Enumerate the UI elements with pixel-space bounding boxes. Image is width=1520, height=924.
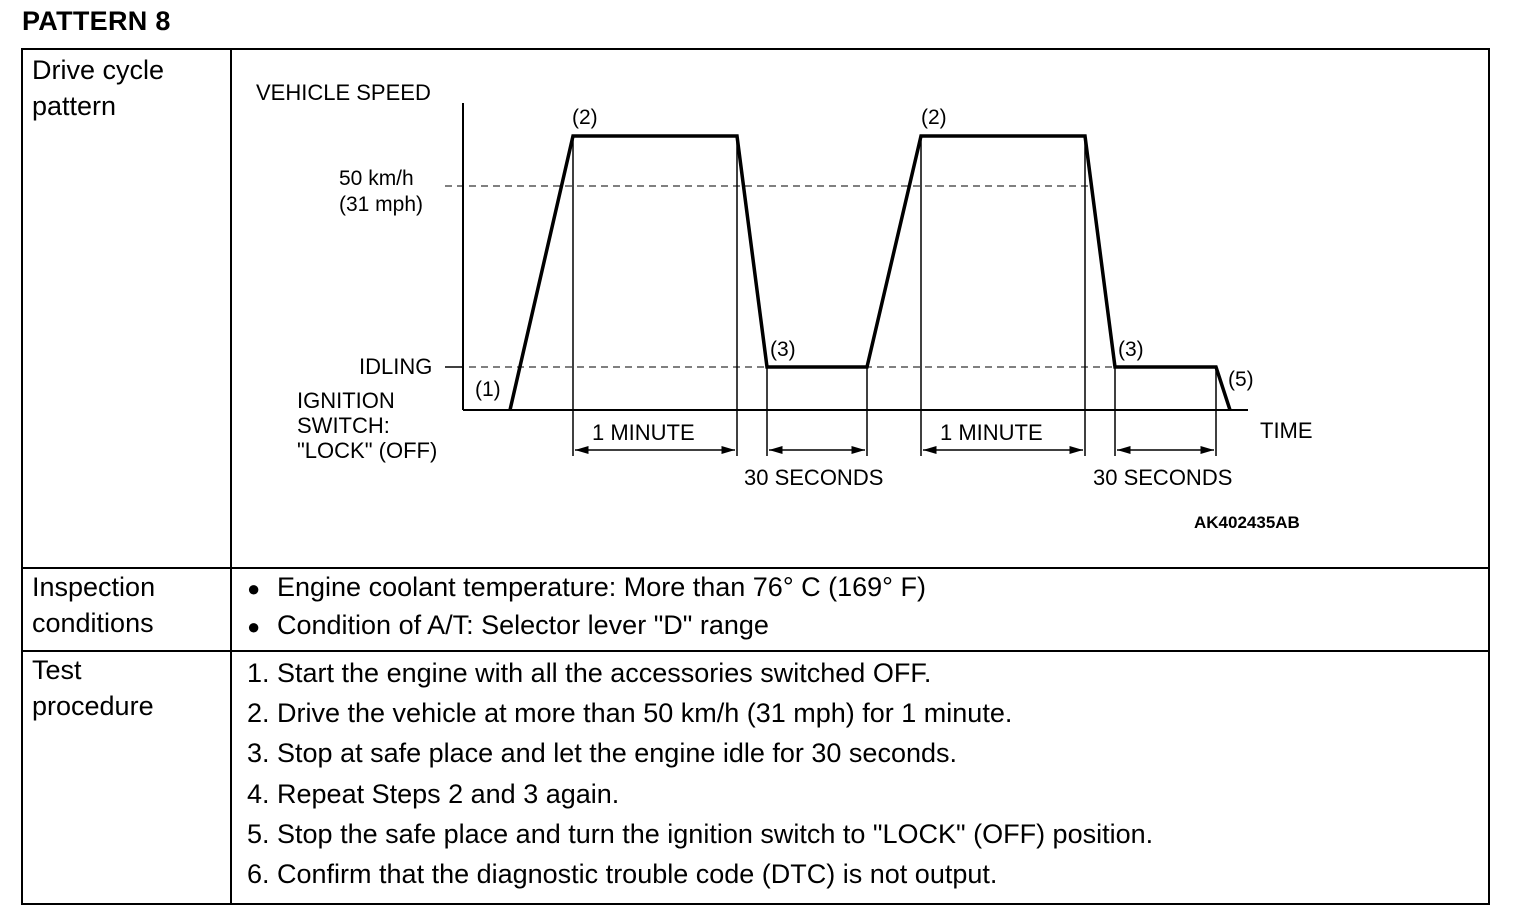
speed-label-mph: (31 mph)	[339, 193, 424, 216]
page-title: PATTERN 8	[22, 6, 171, 36]
procedure-step: 6. Confirm that the diagnostic trouble code (DTC) is not output.	[247, 859, 998, 890]
condition-item: ● Condition of A/T: Selector lever "D" range	[247, 607, 926, 645]
ignition-label: IGNITION	[297, 388, 395, 413]
procedure-step: 2. Drive the vehicle at more than 50 km/h (31 mph) for 1 minute.	[247, 698, 1013, 729]
marker-label: (2)	[572, 106, 598, 129]
procedure-step: 5. Stop the safe place and turn the ignition switch to "LOCK" (OFF) position.	[247, 818, 1154, 849]
procedure-step: 3. Stop at safe place and let the engine idle for 30 seconds.	[247, 738, 957, 769]
procedure-label: Test procedure	[32, 655, 154, 721]
duration-label: 30 SECONDS	[744, 465, 884, 490]
figure-id: AK402435AB	[1194, 513, 1300, 532]
drive-cycle-label: Drive cycle pattern	[32, 55, 165, 121]
procedure-step: 4. Repeat Steps 2 and 3 again.	[247, 778, 620, 809]
duration-label: 1 MINUTE	[592, 420, 695, 445]
marker-label: (1)	[475, 378, 501, 401]
marker-label: (2)	[921, 106, 947, 129]
x-axis-label: TIME	[1260, 418, 1313, 443]
ignition-label: "LOCK" (OFF)	[297, 438, 438, 463]
duration-label: 30 SECONDS	[1093, 465, 1233, 490]
marker-label: (5)	[1228, 368, 1254, 391]
speed-profile-line	[510, 136, 1230, 410]
y-axis-label: VEHICLE SPEED	[256, 80, 431, 105]
speed-label: 50 km/h	[339, 167, 414, 190]
bullet-icon: ●	[247, 614, 261, 639]
ignition-label: SWITCH:	[297, 413, 390, 438]
idling-label: IDLING	[359, 354, 433, 379]
marker-label: (3)	[1118, 338, 1144, 361]
condition-item: ● Engine coolant temperature: More than 76° C (169° F)	[247, 569, 926, 607]
inspection-label: Inspection conditions	[32, 572, 156, 638]
bullet-icon: ●	[247, 576, 261, 601]
marker-label: (3)	[770, 338, 796, 361]
procedure-step: 1. Start the engine with all the accessories switched OFF.	[247, 658, 932, 688]
duration-label: 1 MINUTE	[940, 420, 1043, 445]
